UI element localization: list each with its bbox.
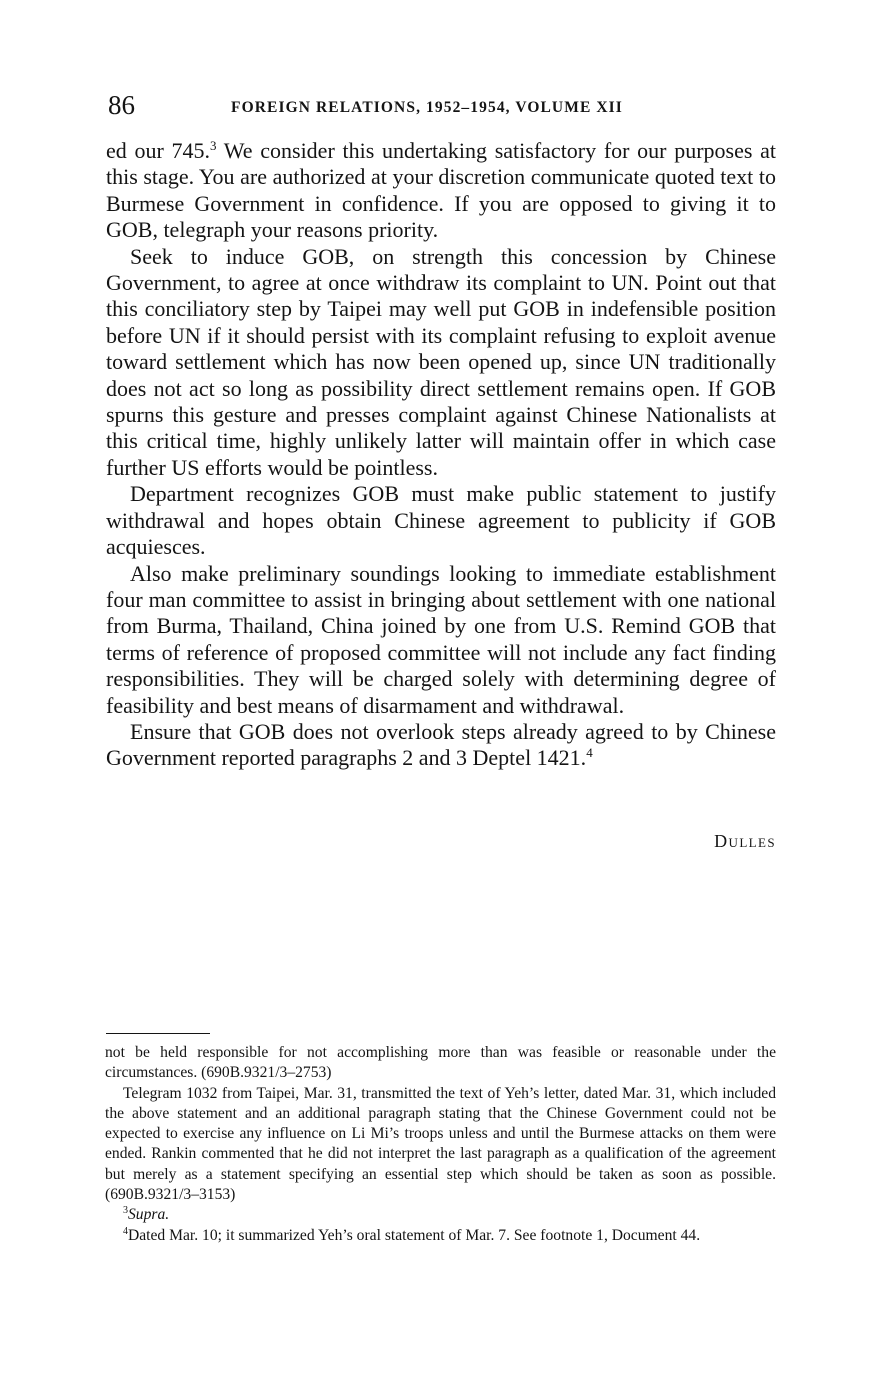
running-head [108,88,776,128]
footnote-3-mark: 3 [123,1205,128,1217]
footnotes [105,1043,776,1246]
footnote-telegram: Telegram 1032 from Taipei, Mar. 31, transmitted the text of Yeh’s letter, dated Mar. 31, which included the above statement and an additional paragraph stating that the Chinese Government could not be expected to exercise any influence on Li Mi’s troops unless and until the Burmese attacks on them were ended. Rankin commented that he did not interpret the last paragraph as a qualification of the agreement but merely as a statement specifying an essential step which should be taken as soon as possible. (690B.9321/3–3153) [105,1084,776,1204]
footnote-continuation: not be held responsible for not accomplishing more than was feasible or reasonable under the circumstances. (690B.9321/3–2753) [105,1044,776,1082]
paragraph-1 [106,138,776,244]
footnote-ref-4: 4 [586,745,593,761]
paragraph-5 [106,719,776,772]
running-head-title: FOREIGN RELATIONS, 1952–1954, VOLUME XII [231,99,623,116]
footnote-3 [105,1205,776,1225]
body-text [106,138,776,772]
paragraph-1-text-start: ed our 745. [106,138,210,163]
footnote-divider [106,1033,210,1034]
page-number: 86 [108,90,135,120]
footnote-ref-3: 3 [209,138,217,153]
paragraph-1-text-rest: We consider this undertaking satisfactory for our purposes at this stage. You are authorized at your discretion communicate quoted text to Burmese Government in confidence. If you are opposed to giving it to GOB, telegraph your reasons priority. [106,138,776,243]
footnote-4-text: Dated Mar. 10; it summarized Yeh’s oral statement of Mar. 7. See footnote 1, Document 44. [128,1226,701,1244]
paragraph-4: Also make preliminary soundings looking to immediate establishment four man committee to assist in bringing about settlement with one national from Burma, Thailand, China joined by one from U.S. Remind GOB that terms of reference of proposed committee will not include any fact finding responsibilities. They will be charged solely with determining degree of feasibility and best means of disarmament and withdrawal. [106,560,776,718]
signature: Dulles [714,831,776,851]
footnote-4-mark: 4 [123,1225,128,1237]
footnote-3-text: Supra. [128,1206,170,1224]
paragraph-2: Seek to induce GOB, on strength this concession by Chinese Government, to agree at once withdraw its complaint to UN. Point out that this conciliatory step by Taipei may well put GOB in indefensible position before UN if it should persist with its complaint refusing to exploit avenue toward settlement which has now been opened up, since UN traditionally does not act so long as possibility direct settlement remains open. If GOB spurns this gesture and presses complaint against Chinese Nationalists at this critical time, highly unlikely latter will maintain offer in which case further US efforts would be pointless. [106,243,776,480]
paragraph-5-text: Ensure that GOB does not overlook steps already agreed to by Chinese Government reported paragraphs 2 and 3 Deptel 1421. [106,718,776,771]
footnote-4 [105,1226,776,1246]
paragraph-3: Department recognizes GOB must make public statement to justify withdrawal and hopes obtain Chinese agreement to publicity if GOB acquiesces. [106,481,776,560]
